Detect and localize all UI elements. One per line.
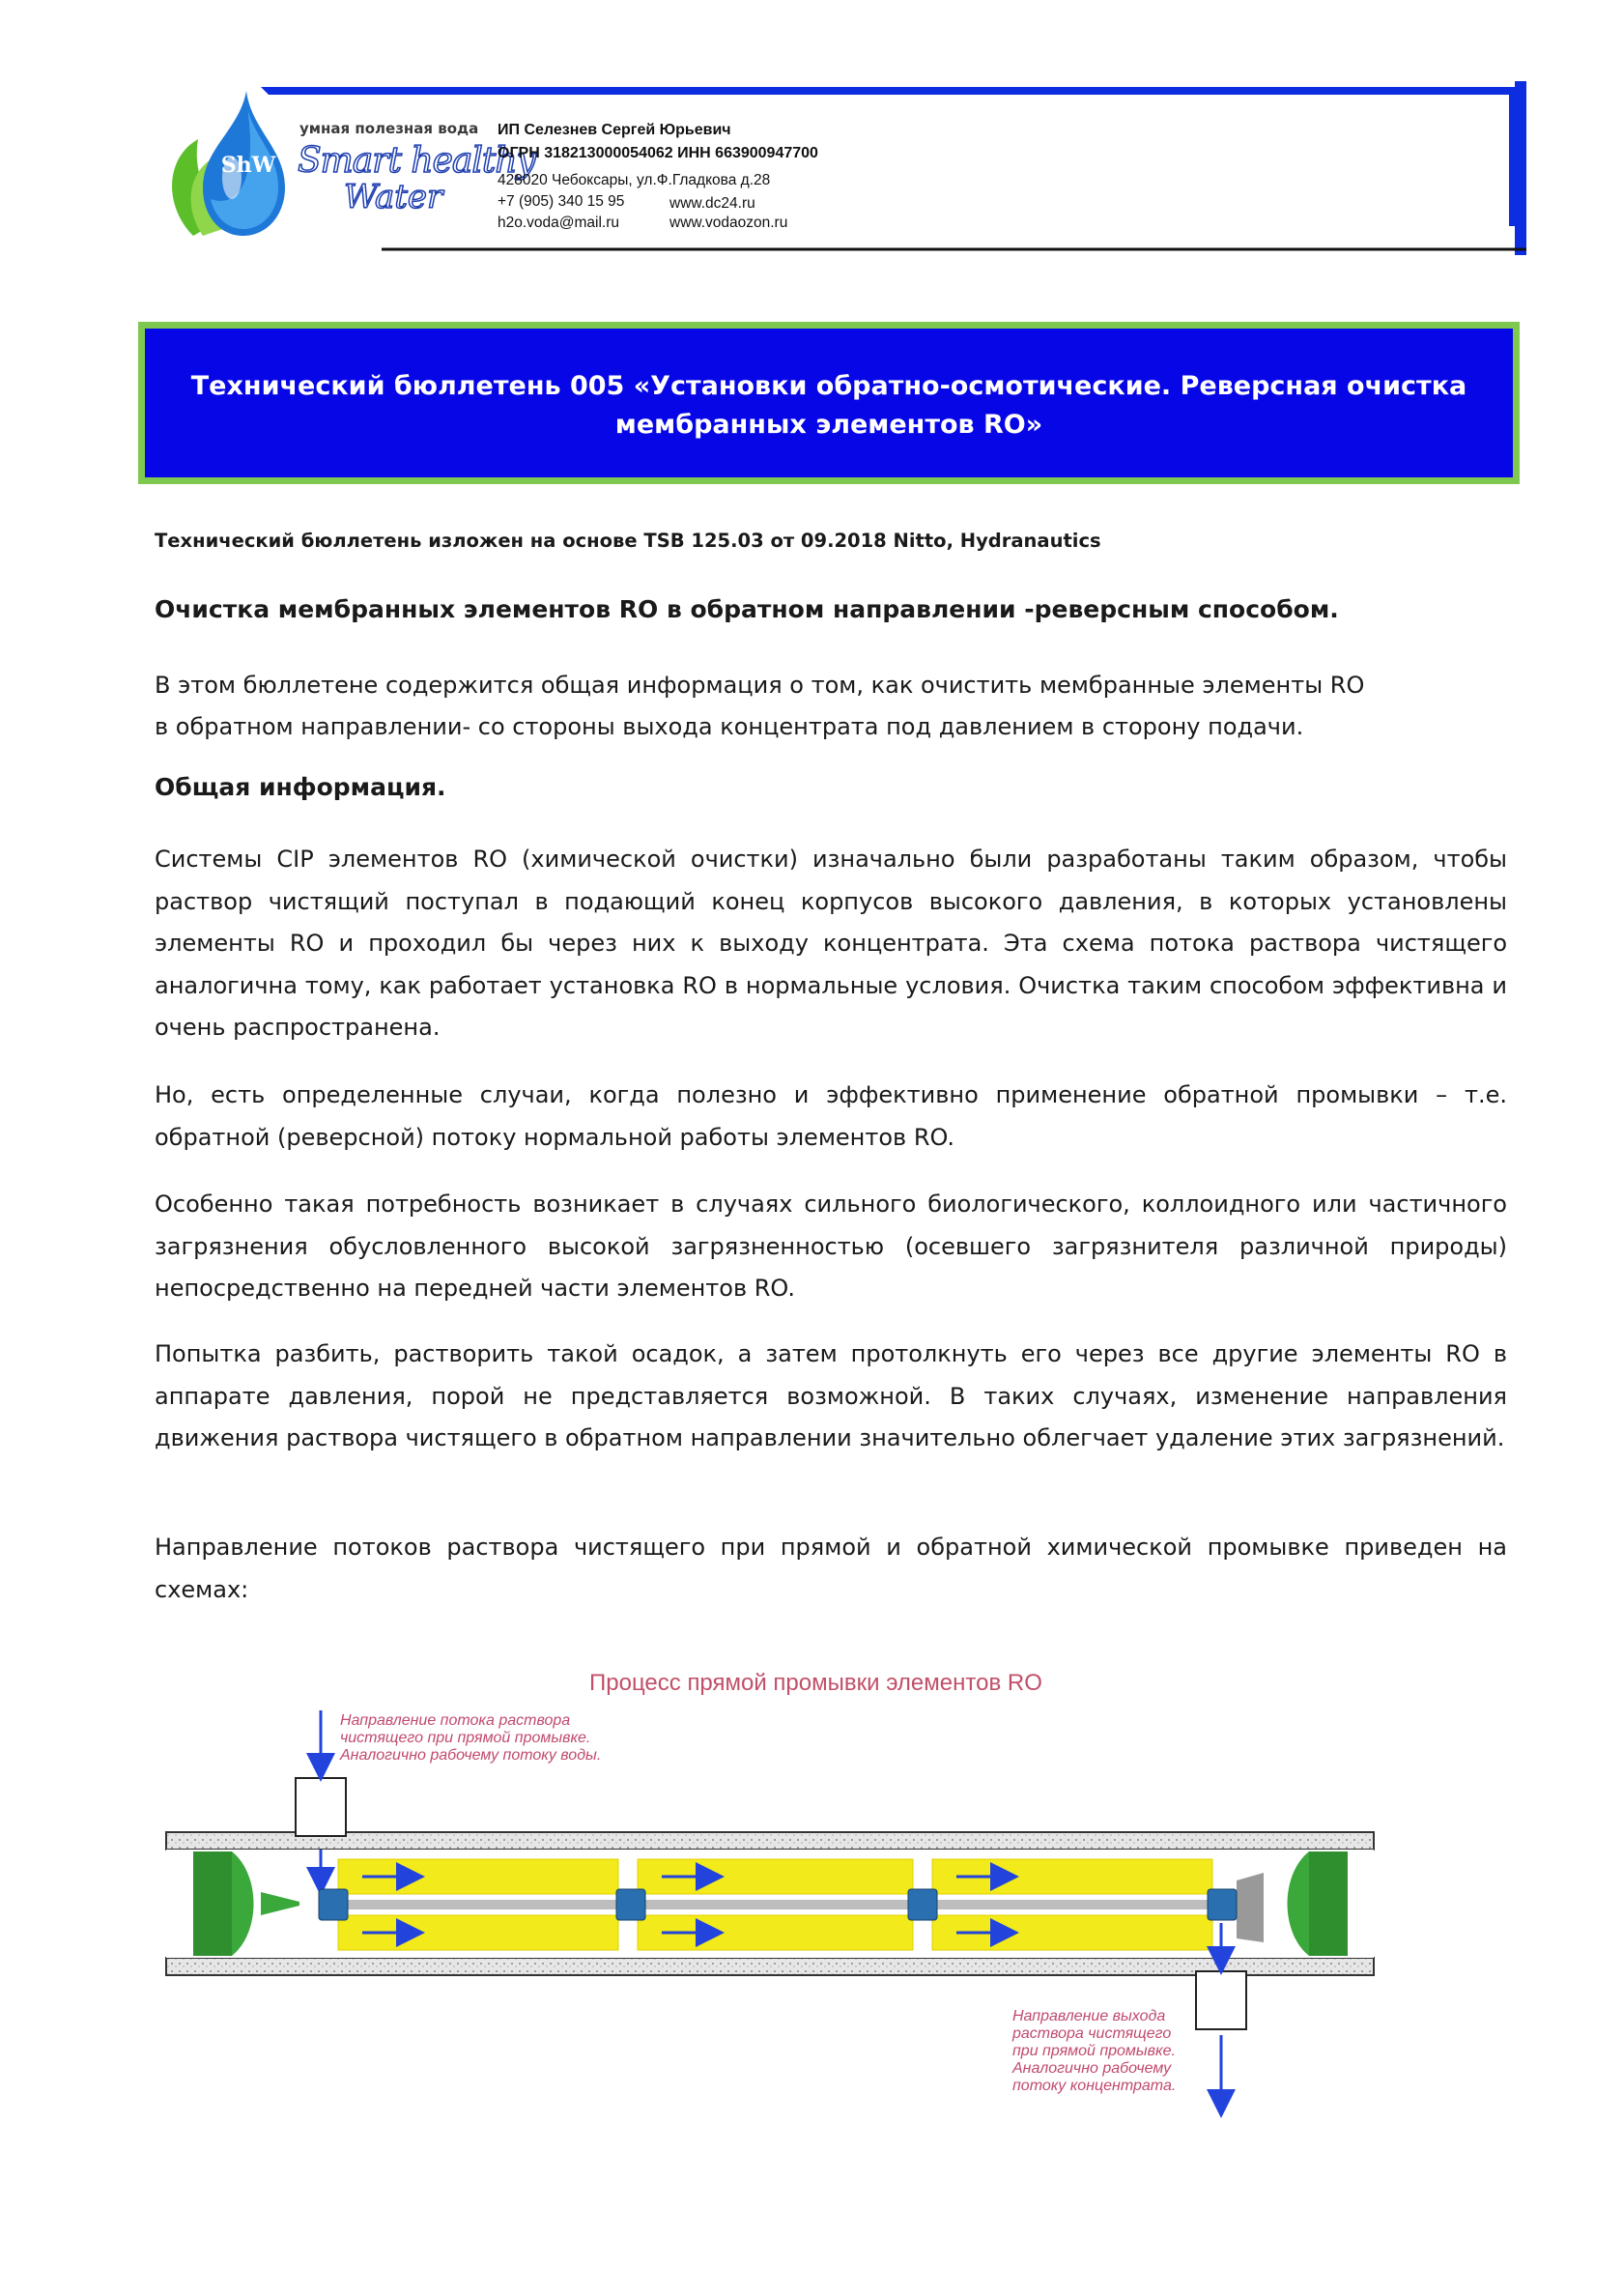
pressure-vessel-schematic — [155, 1652, 1381, 2126]
connector-3 — [908, 1889, 937, 1920]
bulletin-title-box — [138, 322, 1520, 484]
bulletin-title — [145, 367, 1513, 445]
paragraph-reverse-cases: Но, есть определенные случаи, когда полезно и эффективно применение обратной промывки – т.е. обратной (реверсной) потоку нормальной работы элементов RO. — [155, 1081, 1507, 1151]
outlet-note-line-4: Аналогично рабочему — [1012, 2060, 1172, 2077]
intro-paragraph — [155, 665, 1507, 748]
paragraph-fouling: Особенно такая потребность возникает в случаях сильного биологического, коллоидного или частичного загрязнения обусловленного высокой загрязненностью (осевшего загрязнителя различной природы) непосредственно на передней части элементов RO. — [155, 1191, 1507, 1302]
paragraph-schemes: Направление потоков раствора чистящего при прямой и обратной химической промывке приведен на схемах: — [155, 1534, 1507, 1603]
logo-tagline: умная полезная вода — [299, 120, 479, 137]
logo-brand-line1: Smart healthy — [298, 141, 535, 181]
section-heading-general: Общая информация. — [155, 773, 446, 801]
logo-monogram: ShW — [220, 153, 276, 178]
feed-note-line-1: Направление потока раствора — [340, 1712, 571, 1729]
connector-1 — [319, 1889, 348, 1920]
title-line-2: мембранных элементов RO» — [614, 410, 1043, 440]
concentrate-port — [1196, 1971, 1246, 2029]
source-note: Технический бюллетень изложен на основе TSB 125.03 от 09.2018 Nitto, Hydranautics — [155, 530, 1101, 552]
website-link-1[interactable]: www.dc24.ru — [669, 195, 755, 212]
outlet-note-line-3: при прямой промывке. — [1012, 2043, 1176, 2059]
outlet-note-line-1: Направление выхода — [1012, 2008, 1166, 2024]
website-link-2[interactable]: www.vodaozon.ru — [669, 215, 788, 231]
feed-note-line-3: Аналогично рабочему потоку воды. — [340, 1747, 602, 1764]
diagram-title: Процесс прямой промывки элементов RO — [589, 1670, 1042, 1696]
intro-line-2: в обратном направлении- со стороны выхода концентрата под давлением в сторону подачи. — [155, 713, 1304, 740]
title-line-1: Технический бюллетень 005 «Установки обратно-осмотические. Реверсная очистка — [190, 371, 1467, 401]
owner-name: ИП Селезнев Сергей Юрьевич — [498, 122, 731, 138]
outlet-note-line-5: потоку концентрата. — [1012, 2078, 1177, 2094]
feed-note-line-2: чистящего при прямой промывке. — [340, 1730, 591, 1746]
paragraph-cip: Системы CIP элементов RO (химической очистки) изначально были разработаны таким образом, чтобы раствор чистящий поступал в подающий конец корпусов высокого давления, в которых установлены элементы RO и проходил бы через них к выходу концентрата. Эта схема потока раствора чистящего аналогична тому, как работает установка RO в нормальные условия. Очистка таким способом эффективна и очень распространена. — [155, 846, 1507, 1041]
vessel-wall-bottom — [166, 1958, 1374, 1975]
outlet-note-line-2: раствора чистящего — [1012, 2025, 1172, 2042]
feed-port — [296, 1778, 346, 1836]
connector-4 — [1208, 1889, 1237, 1920]
letterhead — [155, 81, 1526, 255]
feed-direction-note — [340, 1712, 601, 1765]
intro-line-1: В этом бюллетене содержится общая информация о том, как очистить мембранные элементы RO — [155, 672, 1365, 699]
email-link[interactable]: h2o.voda@mail.ru — [498, 215, 620, 231]
forward-flush-diagram — [155, 1652, 1381, 2126]
connector-2 — [616, 1889, 645, 1920]
section-heading-cleaning: Очистка мембранных элементов RO в обратном направлении -реверсным способом. — [155, 595, 1339, 623]
paragraph-sediment: Попытка разбить, растворить такой осадок, а затем протолкнуть его через все другие элементы RO в аппарате давления, порой не представляется возможной. В таких случаях, изменение направления движения раствора чистящего в обратном направлении значительно облегчает удаление этих загрязнений. — [155, 1340, 1507, 1451]
address: 428020 Чебоксары, ул.Ф.Гладкова д.28 — [498, 172, 771, 188]
logo-brand-line2: Water — [344, 178, 443, 216]
outlet-direction-note — [1012, 2008, 1176, 2095]
registration-numbers: ОГРН 318213000054062 ИНН 663900947700 — [498, 145, 818, 161]
phone: +7 (905) 340 15 95 — [498, 193, 625, 210]
vessel-wall-top — [166, 1832, 1374, 1850]
